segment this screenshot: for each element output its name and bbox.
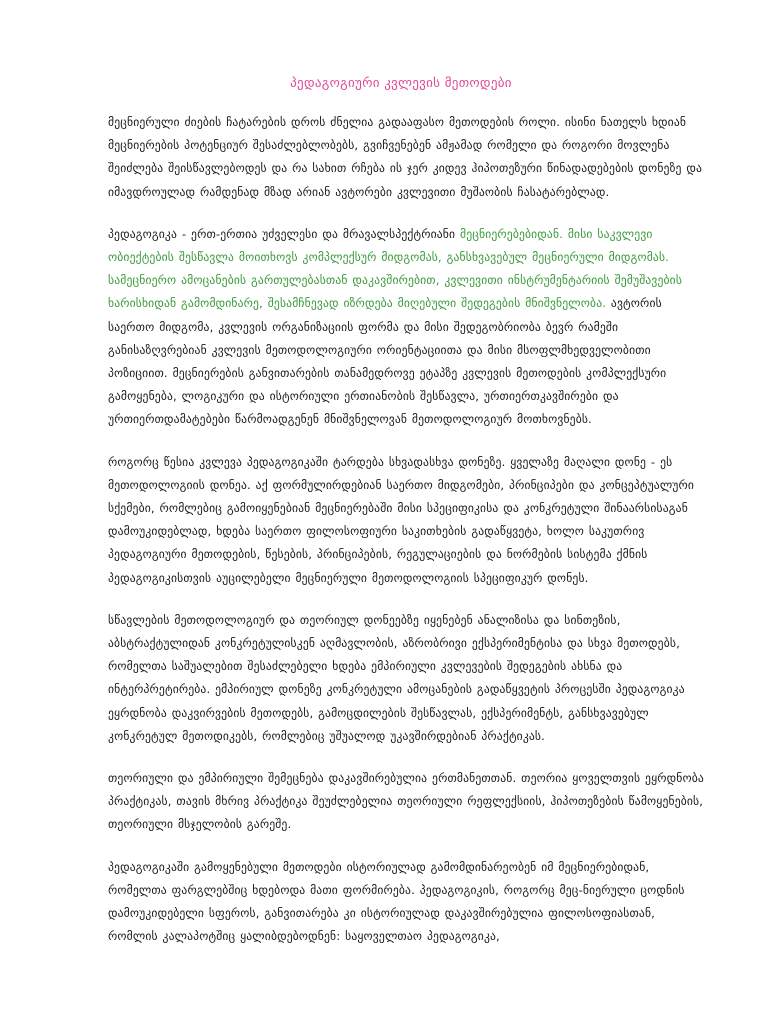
- paragraph-5: თეორიული და ემპირიული შემეცნება დაკავშირებულია ერთმანეთთან. თეორია ყოველთვის ეყრდნობა პრაქტიკას, თავის მხრივ პრაქტიკა შეუძლებელია თეორიული რეფლექსიის, ჰიპოთეზების წამოყენების, თეორიული მსჯელობის გარეშე.: [108, 771, 704, 832]
- paragraph-2: [108, 223, 704, 432]
- paragraph-2-highlight: მეცნიერებებიდან. მისი საკვლევი ობიექტების შესწავლა მოითხოვს კომპლექსურ მიდგომას, განსხვავებულ მეცნიერული მიდგომას. სამეცნიერო ამოცანების გართულებასთან დაკავშირებით, კვლევითი ინსტრუმენტარიის შემუშავების ხარისხიდან გამომდინარე, შესამჩნევად იზრდება მიღებული შედეგების მნიშვნელობა.: [108, 226, 683, 311]
- paragraph-6: პედაგოგიკაში გამოყენებული მეთოდები ისტორიულად გამომდინარეობენ იმ მეცნიერებიდან, რომელთა ფარგლებშიც ხდებოდა მათი ფორმირება. პედაგოგიკის, როგორც მეც-ნიერული ცოდნის დამოუკიდებელი სფეროს, განვითარება კი ისტორიულად დაკავშირებულია ფილოსოფიასთან, რომლის კალაპოტშიც ყალიბდებოდნენ: საყოველთაო პედაგოგიკა,: [108, 859, 685, 944]
- paragraph-4: სწავლების მეთოდოლოგიურ და თეორიულ დონეებზე იყენებენ ანალიზისა და სინთეზის, აბსტრაქტულიდან კონკრეტულისკენ აღმავლობის, აზრობრივი ექსპერიმენტისა და სხვა მეთოდებს, რომელთა საშუალებით შესაძლებელი ხდება ემპირიული კვლევების შედეგების ახსნა და ინტერპრეტირება. ემპირიულ დონეზე კონკრეტული ამოცანების გადაწყვეტის პროცესში პედაგოგიკა ეყრდნობა დაკვირვების მეთოდებს, გამოცდილების შესწავლას, ექსპერიმენტს, განსხვავებულ კონკრეტულ მეთოდიკებს, რომლებიც უშუალოდ უკავშირდებიან პრაქტიკას.: [108, 612, 685, 743]
- paragraph-3: როგორც წესია კვლევა პედაგოგიკაში ტარდება სხვადასხვა დონეზე. ყველაზე მაღალი დონე - ეს მეთოდოლოგიის დონეა. აქ ფორმულირდებიან საერთო მიდგომები, პრინციპები და კონცეპტუალური სქემები, რომლებიც გამოიყენებიან მეცნიერებაში მისი სპეციფიკისა და კონკრეტული შინაარსისაგან დამოუკიდებლად, ხდება საერთო ფილოსოფიური საკითხების გადაწყვეტა, ხოლო საკუთრივ პედაგოგიური მეთოდების, წესების, პრინციპების, რეგულაციების და ნორმების სისტემა ქმნის პედაგოგიკისთვის აუცილებელი მეცნიერული მეთოდოლოგიის სპეციფიკურ დონეს.: [108, 454, 695, 585]
- paragraph-1: მეცნიერული ძიების ჩატარების დროს ძნელია გადააფასო მეთოდების როლი. ისინი ნათელს ხდიან მეცნიერების პოტენციურ შესაძლებლობებს, გვიჩვენებენ ამჟამად რომელი და როგორი მოვლენა შეიძლება შეისწავლებოდეს და რა სახით რჩება ის ჯერ კიდევ ჰიპოთეზური წინადადებების დონეზე და იმავდროულად რამდენად მზად არიან ავტორები კვლევითი მუშაობის ჩასატარებლად.: [108, 115, 703, 199]
- paragraph-2-end: ავტორის საერთო მიდგომა, კვლევის ორგანიზაციის ფორმა და მისი შედეგობრიობა ბევრ რამეში განისაზღვრებიან კვლევის მეთოდოლოგიური ორიენტაციითა და მისი მსოფლმხედველობითი პოზიციით. მეცნიერების განვითარების თანამედროვე ეტაპზე კვლევის მეთოდების კომპლექსური გამოყენება, ლოგიკური და ისტორიული ერთიანობის შესწავლა, ურთიერთკავშირები და ურთიერთდამატებები წარმოადგენენ მნიშვნელოვან მეთოდოლოგიურ მოთხოვნებს.: [108, 296, 667, 427]
- paragraph-2-start: პედაგოგიკა - ერთ-ერთია უძველესი და მრავალსპექტრიანი: [108, 226, 460, 241]
- page-title: პედაგოგიური კვლევის მეთოდები: [290, 76, 512, 91]
